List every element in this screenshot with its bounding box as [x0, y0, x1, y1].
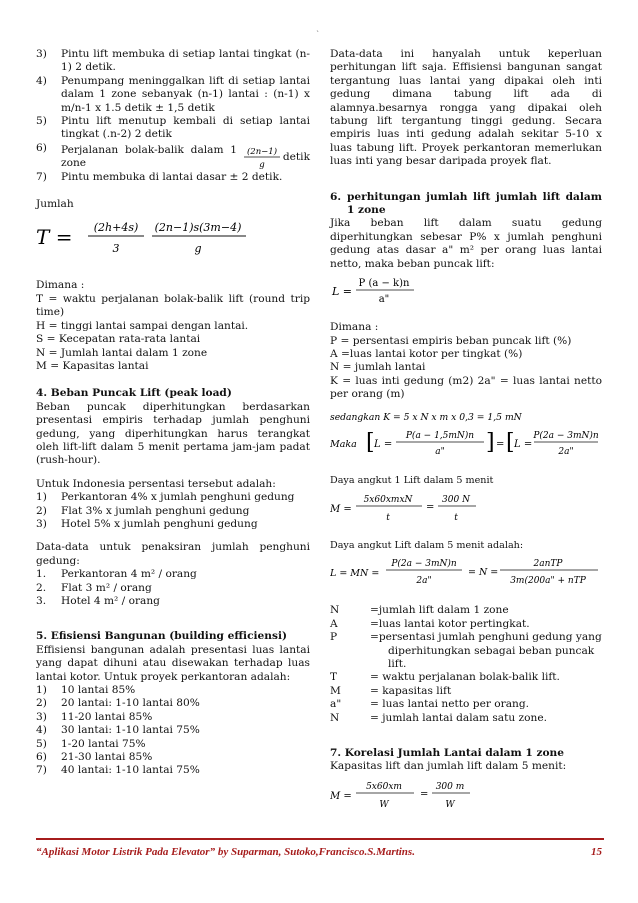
efficiency-list — [36, 684, 310, 778]
svg-text:2a": 2a" — [558, 446, 574, 457]
svg-text:L =: L = — [514, 438, 533, 450]
daya-angkut-1-label: Daya angkut 1 Lift dalam 5 menit — [330, 474, 494, 486]
definition-line: A =luas lantai kotor per tingkat (%) — [330, 347, 523, 360]
formula-capacity-one-lift — [330, 490, 602, 526]
svg-text:2anTP: 2anTP — [533, 559, 563, 570]
legend-row: A =luas lantai kotor pertingkat. — [330, 617, 530, 630]
list-item: 3. Hotel 4 m² / orang — [36, 595, 160, 607]
legend-row: a" = luas lantai netto per orang. — [330, 698, 529, 711]
svg-text:P (a − k)n: P (a − k)n — [358, 278, 410, 290]
definition-line: M = Kapasitas lantai — [36, 359, 149, 372]
daya-angkut-2-label: Daya angkut Lift dalam 5 menit adalah: — [330, 539, 524, 551]
formula-core-area — [330, 408, 602, 424]
svg-text:=: = — [420, 788, 429, 800]
svg-text:L =: L = — [332, 285, 353, 299]
section-6-paragraph: Jika beban lift dalam suatu gedung diperhitungkan sebesar P% x jumlah penghuni gedung atas dasar a" m² per orang luas lantai netto, maka beban puncak lift: — [330, 217, 602, 270]
efficiency-paragraph: Data-data ini hanyalah untuk keperluan perhitungan lift saja. Effisiensi bangunan sangat tergantung luas lantai yang dipakai oleh inti gedung dimana tabung lift ada di alamnya.besarnya rongga yang dipakai oleh tabung lift tergantung tinggi gedung. Secara empiris luas inti gedung adalah sekitar 5-10 x luas tabung lift. Proyek perkantoran memerlukan luas inti yang besar daripada proyek flat. — [330, 48, 602, 168]
svg-text:L = MN =: L = MN = — [330, 568, 380, 580]
list-item: 1) 10 lantai 85% — [36, 684, 136, 697]
list-item: 1) Perkantoran 4% x jumlah penghuni gedung — [36, 491, 295, 504]
svg-text:=: = — [496, 438, 505, 450]
section-4-heading: 4. Beban Puncak Lift (peak load) — [36, 387, 232, 400]
footer-rule — [36, 838, 604, 840]
svg-text:sedangkan K = 5 x N x m x 0,3: sedangkan K = 5 x N x m x 0,3 = 1,5 mN — [330, 411, 522, 423]
svg-text:]: ] — [486, 429, 495, 455]
list-item: 2. Flat 3 m² / orang — [36, 581, 152, 594]
top-mark: ` — [316, 30, 320, 39]
svg-text:3: 3 — [112, 242, 120, 256]
svg-text:W: W — [445, 799, 455, 810]
section-7-heading: 7. Korelasi Jumlah Lantai dalam 1 zone — [330, 747, 565, 759]
list-item: 7) 40 lantai: 1-10 lantai 75% — [36, 764, 200, 777]
formula-lift-capacity — [330, 777, 602, 813]
list-item: 5) Pintu lift menutup kembali di setiap lantai tingkat (.n-2) 2 detik — [36, 115, 310, 141]
svg-text:P(2a − 3mN)n: P(2a − 3mN)n — [391, 559, 457, 570]
formula-total-lift-load — [330, 555, 602, 591]
svg-text:P(a − 1,5mN)n: P(a − 1,5mN)n — [405, 430, 475, 441]
svg-text:(2n−1): (2n−1) — [246, 147, 278, 158]
svg-text:=: = — [426, 501, 435, 513]
svg-text:= N =: = N = — [468, 567, 499, 579]
list-item: 7) Pintu membuka di lantai dasar ± 2 detik. — [36, 170, 283, 183]
list-item: 5) 1-20 lantai 75% — [36, 737, 146, 750]
list-item: 6) 21-30 lantai 85% — [36, 751, 153, 764]
svg-text:(2h+4s): (2h+4s) — [93, 221, 139, 235]
occupancy-percent-list — [36, 491, 310, 531]
section-4-intro: Untuk Indonesia persentasi tersebut adalah: — [36, 477, 276, 490]
footer-citation: “Aplikasi Motor Listrik Pada Elevator” by Suparman, Sutoko,Francisco.S.Martins. — [36, 846, 415, 858]
section-7-paragraph: Kapasitas lift dan jumlah lift dalam 5 menit: — [330, 760, 567, 773]
section-5-heading: 5. Efisiensi Bangunan (building efficiensi) — [36, 630, 287, 643]
svg-text:t: t — [386, 512, 390, 523]
definition-line: H = tinggi lantai sampai dengan lantai. — [36, 319, 249, 332]
list-item: 3) Pintu lift membuka di setiap lantai tingkat (n-1) 2 detik. — [36, 48, 310, 74]
svg-text:M =: M = — [330, 503, 352, 515]
list-item: 6) Perjalanan bolak-balik dalam 1 zone (2n−1) g detik — [36, 141, 310, 171]
svg-text:M =: M = — [330, 790, 352, 802]
definition-line: P = persentasi empiris beban puncak lift (%) — [330, 334, 572, 347]
list-item: 4) Penumpang meninggalkan lift di setiap lantai dalam 1 zone sebanyak (n-1) lantai : (n-1) x m/n-1 x 1.5 detik ± 1,5 detik — [36, 74, 310, 114]
svg-text:P(2a − 3mN)n: P(2a − 3mN)n — [533, 430, 599, 441]
dimana-label: Dimana : — [330, 321, 379, 334]
list-item: 1. Perkantoran 4 m² / orang — [36, 568, 197, 581]
definition-line: N = jumlah lantai — [330, 361, 426, 374]
svg-text:g: g — [194, 242, 202, 256]
svg-text:300 m: 300 m — [435, 781, 465, 792]
svg-text:5x60xmxN: 5x60xmxN — [363, 494, 413, 505]
svg-text:a": a" — [378, 294, 390, 306]
area-per-person-list — [36, 568, 310, 608]
formula-peak-load — [330, 274, 602, 308]
jumlah-label: Jumlah — [36, 198, 74, 211]
section-4-paragraph-2: Data-data untuk penaksiran jumlah penghuni gedung: — [36, 541, 310, 567]
lift-steps-list — [36, 48, 310, 184]
svg-text:(2n−1)s(3m−4): (2n−1)s(3m−4) — [154, 221, 242, 235]
right-column — [330, 48, 602, 816]
definition-line: S = Kecepatan rata-rata lantai — [36, 333, 201, 346]
dimana-label: Dimana : — [36, 279, 85, 292]
definition-line: N = Jumlah lantai dalam 1 zone — [36, 346, 208, 359]
svg-text:a": a" — [435, 446, 445, 457]
definition-line: T = waktu perjalanan bolak-balik lift (round trip time) — [36, 292, 310, 319]
svg-text:[: [ — [506, 429, 515, 455]
list-item: 2) 20 lantai: 1-10 lantai 80% — [36, 697, 200, 710]
svg-text:t: t — [454, 512, 458, 523]
legend-row: N = jumlah lantai dalam satu zone. — [330, 711, 547, 724]
formula-round-trip-time — [36, 214, 310, 262]
legend-row: T = waktu perjalanan bolak-balik lift. — [330, 671, 560, 684]
page-number: 15 — [591, 846, 602, 858]
svg-text:5x60xm: 5x60xm — [366, 781, 402, 792]
svg-text:[: [ — [366, 429, 375, 455]
list-item: 4) 30 lantai: 1-10 lantai 75% — [36, 724, 200, 737]
symbol-legend — [330, 604, 602, 725]
svg-text:W: W — [379, 799, 389, 810]
svg-text:3m(200a" + nTP: 3m(200a" + nTP — [510, 576, 586, 587]
list-item: 3) Hotel 5% x jumlah penghuni gedung — [36, 517, 258, 530]
step6-fraction — [240, 144, 280, 170]
legend-row: P =persentasi jumlah penghuni gedung yang — [330, 631, 602, 644]
svg-text:L =: L = — [374, 438, 393, 450]
section-6-heading: 6. perhitungan jumlah lift jumlah lift dalam 1 zone — [330, 190, 602, 217]
svg-text:Maka: Maka — [330, 438, 357, 450]
list-item: 3) 11-20 lantai 85% — [36, 710, 153, 723]
svg-text:300 N: 300 N — [442, 494, 470, 505]
legend-row-continuation: diperhitungkan sebagai beban puncak lift. — [388, 644, 595, 670]
svg-text:T =: T = — [36, 225, 73, 250]
svg-text:2a": 2a" — [416, 576, 432, 587]
section-4-paragraph: Beban puncak diperhitungkan berdasarkan presentasi empiris terhadap jumlah penghuni gedung, yang diperhitungkan harus terangkat oleh lift-lift dalam 5 menit pertama jam-jam padat (rush-hour). — [36, 400, 310, 467]
formula-maka — [330, 427, 602, 461]
legend-row: M = kapasitas lift — [330, 684, 452, 697]
left-column — [36, 48, 310, 778]
section-5-paragraph: Effisiensi bangunan adalah presentasi luas lantai yang dapat dihuni atau disewakan terhadap luas lantai kotor. Untuk proyek perkantoran adalah: — [36, 643, 310, 683]
legend-row: N =jumlah lift dalam 1 zone — [330, 604, 509, 617]
svg-text:g: g — [259, 160, 265, 171]
list-item: 2) Flat 3% x jumlah penghuni gedung — [36, 504, 250, 517]
definition-line: K = luas inti gedung (m2) 2a" = luas lantai netto per orang (m) — [330, 374, 602, 401]
